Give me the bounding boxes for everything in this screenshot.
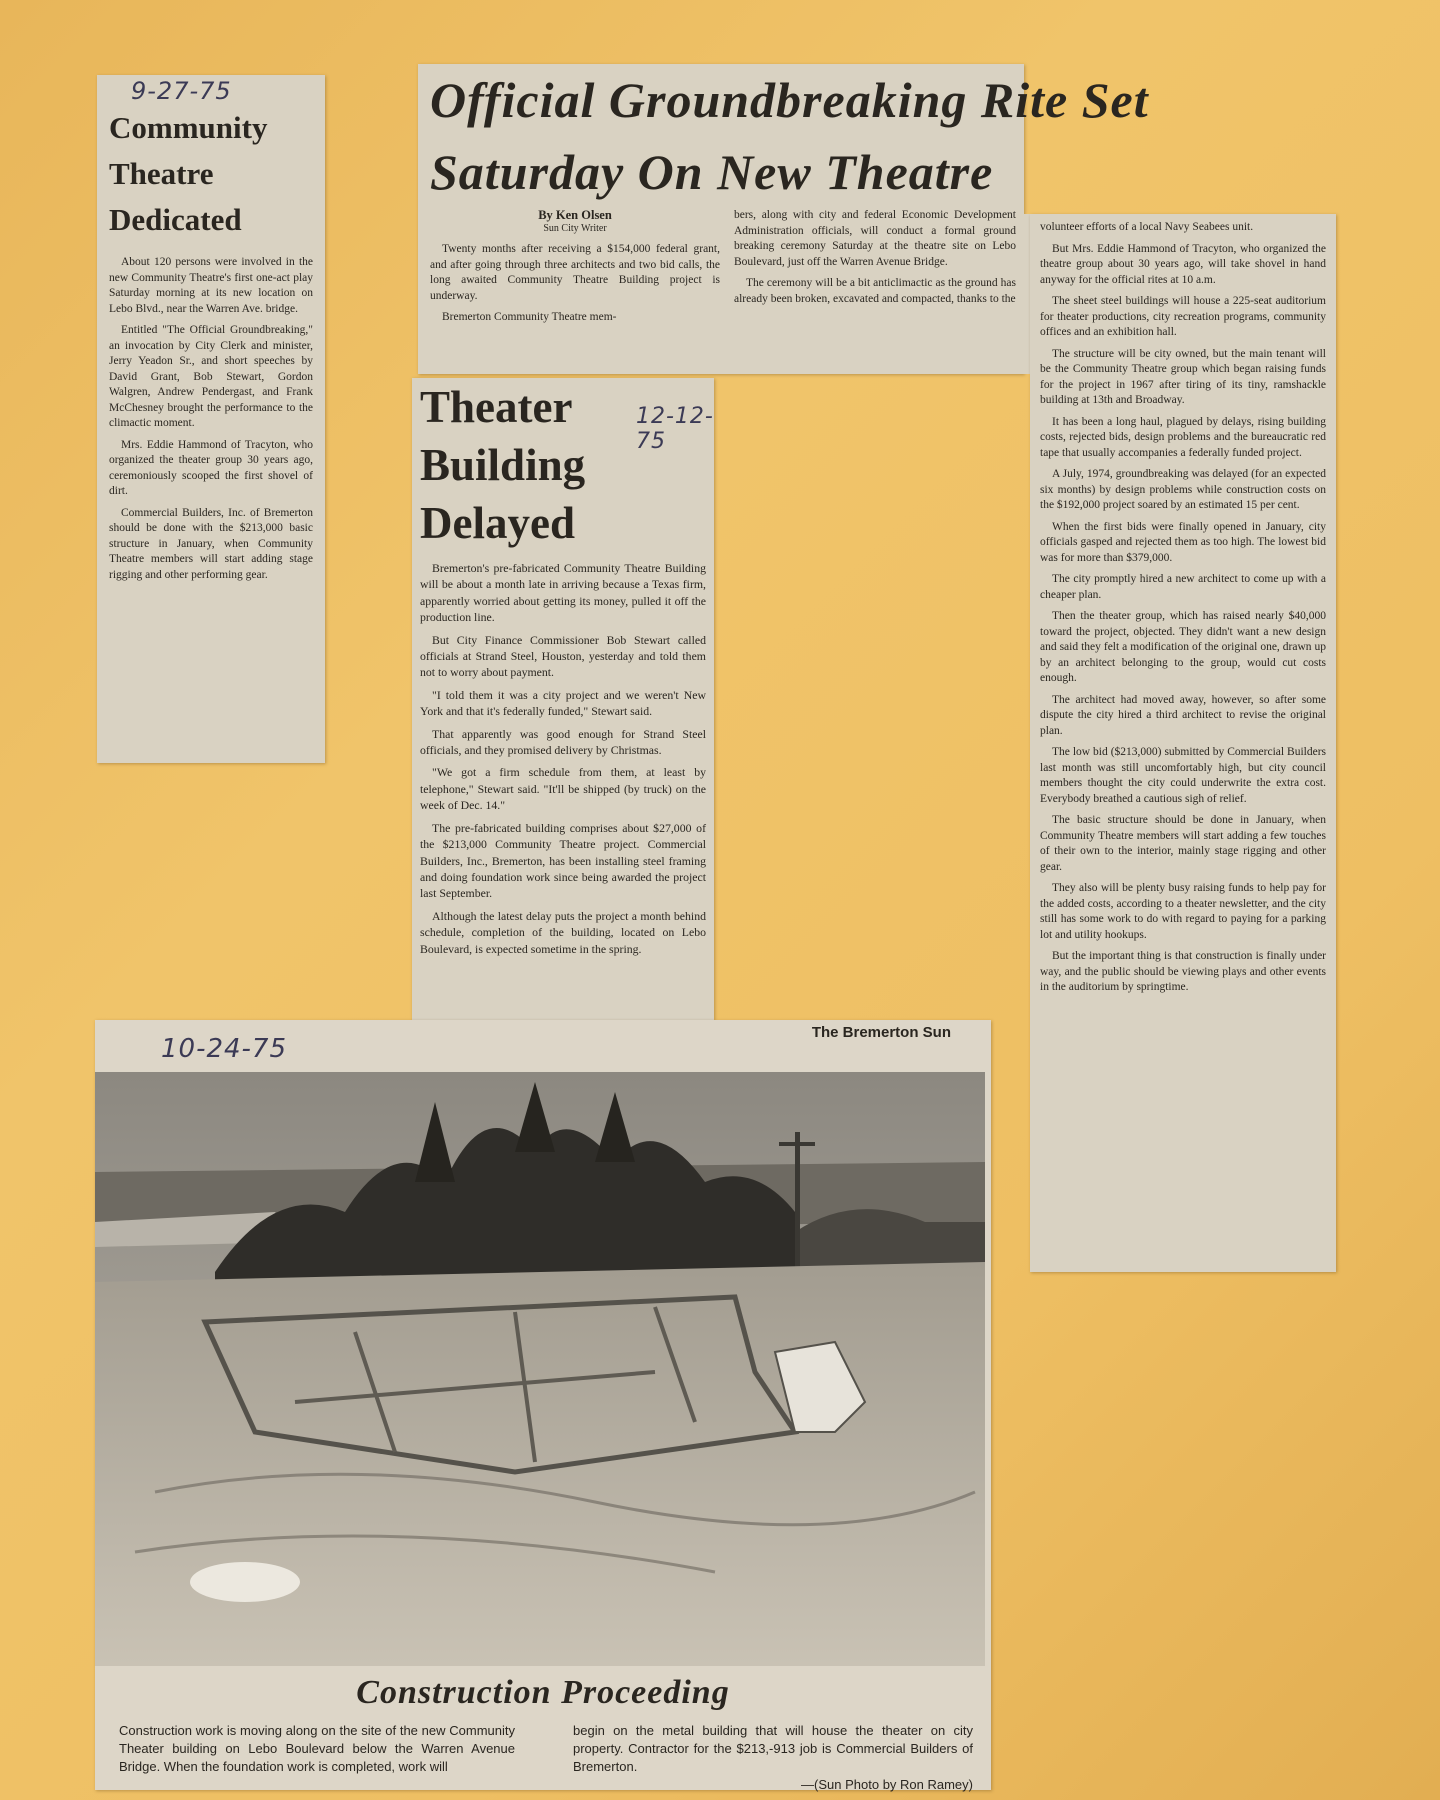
byline-name: By Ken Olsen	[538, 208, 612, 222]
paragraph: The low bid ($213,000) submitted by Commercial Builders last month was still uncomfortably high, but city council members thought the city could underwrite the extra cost. Everybody breathed a cautious sigh of relief.	[1040, 746, 1326, 805]
paragraph: The structure will be city owned, but the main tenant will be the Community Theatre group which began raising funds for the project in 1967 after tiring of its tiny, ramshackle building at 13th and Broadway.	[1040, 347, 1326, 406]
handwritten-date: 9-27-75	[131, 77, 232, 105]
paragraph: bers, along with city and federal Economic Development Administration officials, will conduct a formal ground breaking ceremony Saturday at the theatre site on Lebo Boulevard, just off the Warren Avenue Bridge.	[734, 209, 1016, 268]
paragraph: "I told them it was a city project and we weren't New York and that it's federally funded," Stewart said.	[420, 687, 706, 719]
paragraph: About 120 persons were involved in the new Community Theatre's first one-act play Saturday morning at its new location on Lebo Blvd., near the Warren Ave. bridge.	[109, 256, 313, 315]
caption-right	[573, 1722, 973, 1794]
clipping-construction-photo	[95, 1020, 991, 1790]
byline	[430, 208, 720, 234]
clipping-groundbreaking-continued	[1030, 214, 1336, 1272]
paragraph: Entitled "The Official Groundbreaking," an invocation by City Clerk and minister, Jerry Yeadon Sr., and short speeches by David Grant, Bob Stewart, Gordon Walgren, Andrew Pendergast, and Frank McChesney brought the performance to the climactic moment.	[109, 324, 313, 429]
article-body	[109, 255, 313, 583]
paragraph: The ceremony will be a bit anticlimactic as the ground has already been broken, excavated and compacted, thanks to the	[734, 277, 1016, 305]
paragraph: The pre-fabricated building comprises about $27,000 of the $213,000 Community Theatre project. Commercial Builders, Inc., Bremerton, has been installing steel framing and doing foundation work since being awarded the project last September.	[420, 820, 706, 901]
paragraph: Bremerton's pre-fabricated Community Theatre Building will be about a month late in arriving because a Texas firm, apparently worried about getting its money, pulled it off the production line.	[420, 561, 706, 625]
headline: Official Groundbreaking Rite Set Saturday On New Theatre	[430, 72, 1149, 200]
paragraph: Commercial Builders, Inc. of Bremerton should be done with the $213,000 basic structure in January, when Community Theatre members will start adding stage rigging and other performing gear.	[109, 506, 313, 581]
article-column-1	[430, 208, 720, 332]
paragraph: Bremerton Community Theatre mem-	[442, 311, 617, 323]
paragraph: The sheet steel buildings will house a 225-seat auditorium for theater productions, city recreation programs, community offices and an exhibition hall.	[1040, 295, 1326, 338]
paragraph: Although the latest delay puts the project a month behind schedule, completion of the building, located on Lebo Boulevard, is expected sometime in the spring.	[420, 908, 706, 956]
paragraph: The city promptly hired a new architect to come up with a cheaper plan.	[1040, 573, 1326, 601]
article-body	[420, 560, 706, 957]
paragraph: That apparently was good enough for Strand Steel officials, and they promised delivery by Christmas.	[420, 726, 706, 758]
headline: Community Theatre Dedicated	[109, 110, 268, 237]
clipping-community-theatre-dedicated	[97, 75, 325, 763]
newspaper-name: The Bremerton Sun	[811, 1024, 951, 1041]
handwritten-date: 10-24-75	[161, 1034, 288, 1064]
paragraph: Then the theater group, which has raised nearly $40,000 toward the project, objected. They didn't want a new design and said they felt a modification of the original one, drawn up by an architect belonging to the group, would cut costs enough.	[1040, 610, 1326, 684]
paragraph: But City Finance Commissioner Bob Stewart called officials at Strand Steel, Houston, yesterday and told them not to worry about payment.	[420, 632, 706, 680]
article-column-2	[734, 208, 1016, 313]
clipping-theater-building-delayed	[412, 378, 714, 1020]
headline: Theater Building Delayed	[420, 382, 586, 548]
paragraph: When the first bids were finally opened in January, city officials gasped and rejected them as too high. The lowest bid was for more than $379,000.	[1040, 520, 1326, 564]
paragraph: But the important thing is that construction is finally under way, and the public should be viewing plays and other events in the auditorium by springtime.	[1040, 950, 1326, 993]
construction-site-photo	[95, 1072, 985, 1666]
caption-right-text: begin on the metal building that will house the theater on city property. Contractor for the $213,-913 job is Commercial Builders of Bremerton.	[573, 1723, 973, 1774]
paragraph: But Mrs. Eddie Hammond of Tracyton, who organized the theatre group about 30 years ago, will take shovel in hand anyway for the official rites at 10 a.m.	[1040, 242, 1326, 286]
photo-credit: —(Sun Photo by Ron Ramey)	[801, 1777, 973, 1792]
handwritten-date: 12-12-75	[636, 404, 714, 454]
caption-title: Construction Proceeding	[356, 1674, 730, 1711]
paragraph: volunteer efforts of a local Navy Seabees unit.	[1040, 221, 1254, 233]
paragraph: It has been a long haul, plagued by delays, rising building costs, rejected bids, design problems and the bureaucratic red tape that usually accompanies a federally funded project.	[1040, 415, 1326, 459]
paragraph: The architect had moved away, however, so after some dispute the city hired a third architect to revise the original plan.	[1040, 693, 1326, 737]
caption-left: Construction work is moving along on the site of the new Community Theater building on Lebo Boulevard below the Warren Avenue Bridge. When the foundation work is completed, work will	[119, 1723, 515, 1774]
paragraph: The basic structure should be done in January, when Community Theatre members will start adding a few touches of their own to the interior, mainly stage rigging and other gear.	[1040, 814, 1326, 873]
paragraph: "We got a firm schedule from them, at least by telephone," Stewart said. "It'll be shipped (by truck) on the week of Dec. 14."	[420, 765, 706, 813]
paragraph: Mrs. Eddie Hammond of Tracyton, who organized the theater group 30 years ago, ceremoniously scooped the first shovel of dirt.	[109, 438, 313, 497]
paragraph: They also will be plenty busy raising funds to help pay for the added costs, according to a theater newsletter, and the city still has some work to do with regard to paying for a parking lot and utility hookups.	[1040, 882, 1326, 941]
byline-role: Sun City Writer	[543, 223, 607, 234]
paragraph: Twenty months after receiving a $154,000 federal grant, and after going through three architects and two bid calls, the long awaited Community Theatre Building project is underway.	[430, 243, 720, 302]
paragraph: A July, 1974, groundbreaking was delayed (for an expected six months) by design problems while construction costs on the $192,000 project soared by an estimated 15 per cent.	[1040, 468, 1326, 511]
